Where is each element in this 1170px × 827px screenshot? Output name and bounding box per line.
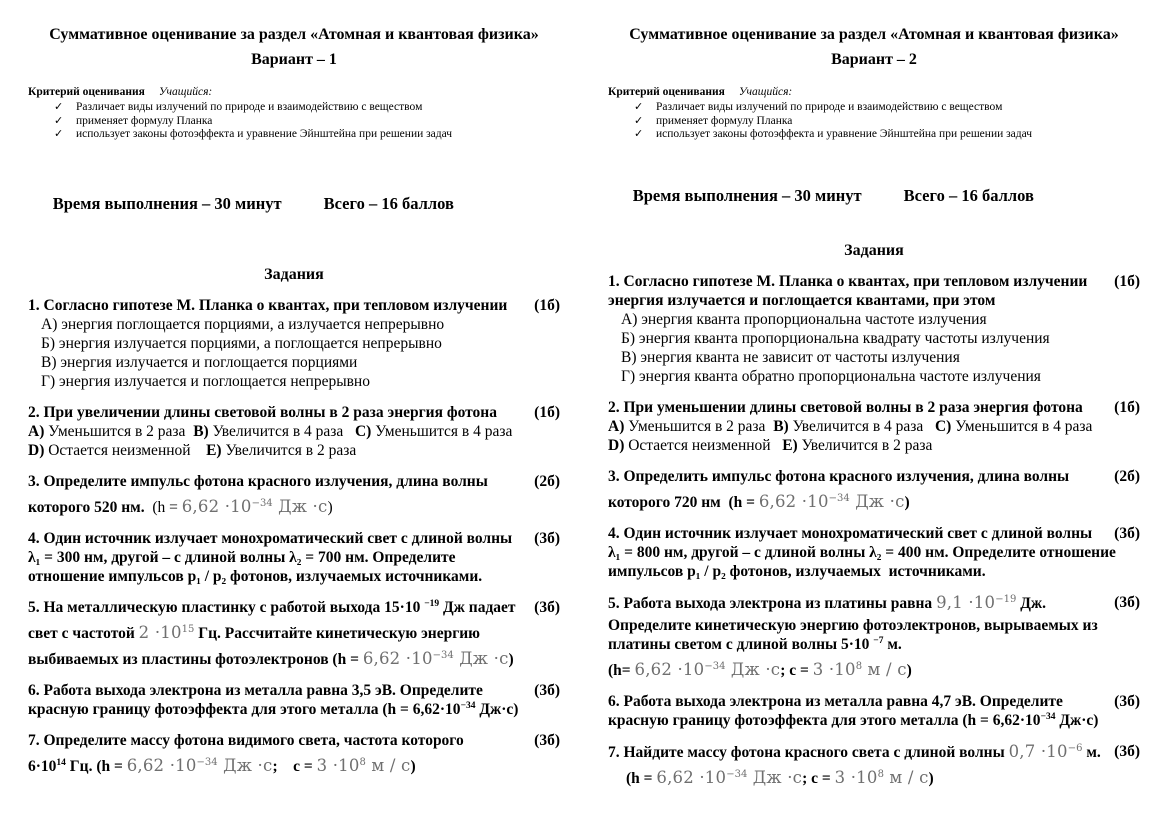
task (608, 593, 1140, 680)
text-run: Увеличится в 4 раза (792, 417, 935, 435)
text-run: Уменьшится в 2 раза (628, 417, 774, 435)
criteria-header (608, 85, 1140, 99)
text-run: Гц. Рассчитайте кинетическую энергию (194, 624, 481, 642)
text-run: 6. Работа выхода электрона из металла равна 4,7 эВ. Определите (608, 692, 1063, 710)
text-run: 4. Один источник излучает монохроматический свет с длиной волны (28, 529, 513, 547)
text-run: E) (206, 441, 226, 459)
tasks-heading: Задания (264, 265, 324, 283)
task (608, 524, 1140, 581)
text-run: −34 (196, 756, 218, 768)
text-run: С) (934, 417, 956, 435)
task (28, 731, 560, 776)
text-run: 14 (56, 757, 66, 768)
text-run: выбиваемых из пластины фотоэлектронов (h = (28, 650, 363, 668)
task (28, 681, 560, 719)
task-line (608, 492, 1140, 512)
task-line (28, 372, 560, 391)
text-run: м / с (365, 755, 411, 775)
text-run: В) энергия излучается и поглощается порциями (41, 353, 358, 371)
task-line (28, 529, 560, 548)
task (28, 529, 560, 586)
text-run: Остается неизменной (48, 441, 207, 459)
text-run: B) (773, 417, 793, 435)
text-run: импульсов p₁ / p₂ фотонов, излучаемых источниками. (608, 562, 986, 580)
text-run: Дж·с) (1055, 711, 1099, 729)
time-label: Время выполнения – 30 минут (632, 185, 862, 205)
text-run: ) (327, 498, 333, 516)
task-line (28, 681, 560, 700)
task-line (608, 660, 1140, 680)
task-line (608, 543, 1140, 562)
task (28, 472, 560, 517)
criteria-item (634, 115, 1140, 129)
text-run: −6 (1067, 742, 1083, 754)
text-run: м / с (883, 767, 929, 787)
text-run: энергия излучается и поглощается квантами, при этом (608, 291, 996, 309)
task-points: (3б) (1114, 524, 1140, 542)
variant-label: Вариант – 1 (251, 51, 337, 68)
checkmark-icon: ✓ (634, 101, 644, 113)
criteria-list (608, 101, 1140, 142)
task-line (28, 756, 560, 776)
text-run: 2 ·10 (138, 622, 182, 642)
text-run: м. (1082, 743, 1101, 761)
criteria-item (634, 128, 1140, 142)
text-run: Дж ·с (217, 755, 273, 775)
text-run: 2. При увеличении длины световой волны в 2 раза энергия фотона (28, 403, 497, 421)
task-points: (1б) (534, 296, 560, 314)
text-run: Г) энергия кванта обратно пропорциональна частоте излучения (621, 367, 1041, 385)
text-run: ; c = (802, 769, 835, 787)
task-line (608, 329, 1140, 348)
task-line (28, 296, 560, 315)
task-line (608, 593, 1140, 613)
task-line (28, 731, 560, 750)
text-run: 3. Определить импульс фотона красного излучения, длина волны (608, 467, 1070, 485)
text-run: (h = (152, 498, 182, 516)
text-run: Увеличится в 2 раза (801, 436, 933, 454)
text-run: −34 (828, 492, 850, 504)
text-run: 0,7 ·10 (1008, 741, 1068, 761)
task-line (28, 497, 560, 517)
text-run: ) (928, 769, 934, 787)
text-run: 6,62 ·10 (126, 755, 197, 775)
text-run: Дж·с) (475, 700, 519, 718)
text-run: Дж падает (439, 598, 516, 616)
text-run: 1. Согласно гипотезе М. Планка о квантах, при тепловом излучении (28, 296, 508, 314)
criteria-label: Критерий оценивания (608, 86, 725, 98)
text-run: А) энергия кванта пропорциональна частоте излучения (621, 310, 987, 328)
task-line (28, 649, 560, 669)
section-title: Суммативное оценивание за раздел «Атомная и квантовая физика» (629, 26, 1119, 43)
task-line (28, 441, 560, 460)
text-run: 9,1 ·10 (936, 592, 996, 612)
task-line (608, 467, 1140, 486)
criteria-label: Критерий оценивания (28, 86, 145, 98)
task-points: (3б) (534, 529, 560, 547)
task-line (608, 367, 1140, 386)
task-line (28, 472, 560, 491)
text-run: А) энергия поглощается порциями, а излучается непрерывно (41, 315, 445, 333)
text-run: Определите кинетическую энергию фотоэлектронов, вырываемых из (608, 616, 1098, 634)
task-line (28, 548, 560, 567)
task-line (28, 422, 560, 441)
task-points: (1б) (534, 403, 560, 421)
text-run: Уменьшится в 4 раза (955, 417, 1093, 435)
task (608, 398, 1140, 455)
text-run: 1. Согласно гипотезе М. Планка о квантах, при тепловом излучении (608, 272, 1088, 290)
text-run: Дж ·с (747, 767, 803, 787)
text-run: ) (508, 650, 514, 668)
task-line (608, 742, 1140, 762)
task-points: (2б) (534, 472, 560, 490)
task-line (608, 692, 1140, 711)
task-points: (3б) (534, 681, 560, 699)
task-line (28, 567, 560, 586)
text-run: Дж ·с (849, 491, 905, 511)
text-run: которого 520 нм. (28, 498, 153, 516)
checkmark-icon: ✓ (54, 114, 64, 127)
text-run: А) (608, 417, 629, 435)
text-run: м. (883, 635, 902, 653)
text-run: 5. Работа выхода электрона из платины равна (608, 594, 937, 612)
text-run: λ₁ = 800 нм, другой – с длиной волны λ₂ = 400 нм. Определите отношение (608, 543, 1116, 561)
criteria-student-label: Учащийся: (158, 86, 213, 98)
text-run: −34 (432, 649, 454, 661)
text-run: красную границу фотоэффекта для этого металла (h = 6,62·10 (608, 711, 1041, 729)
task (608, 467, 1140, 512)
task-points: (3б) (534, 731, 560, 749)
text-run: Дж. (1016, 594, 1046, 612)
text-run: −19 (424, 598, 440, 609)
text-run: B) (193, 422, 213, 440)
time-label: Время выполнения – 30 минут (52, 193, 282, 213)
text-run: ) (904, 493, 910, 511)
text-run: Б) энергия излучается порциями, а поглощается непрерывно (41, 334, 442, 352)
checkmark-icon: ✓ (54, 128, 64, 140)
task-points: (1б) (1114, 272, 1140, 290)
text-run: D) (28, 441, 49, 459)
task-line (28, 403, 560, 422)
text-run: D) (608, 436, 629, 454)
text-run: E) (782, 436, 802, 454)
task-line (28, 353, 560, 372)
text-run: ; c = (780, 661, 813, 679)
text-run: 8 (855, 660, 863, 672)
task-line (28, 623, 560, 643)
text-run: 6,62 ·10 (758, 491, 829, 511)
task-line (608, 711, 1140, 730)
criteria-text: Различает виды излучений по природе и взаимодействию с веществом (76, 101, 423, 113)
text-run: 15 (181, 623, 195, 635)
text-run: −34 (704, 660, 726, 672)
text-run: Остается неизменной (628, 436, 783, 454)
text-run: Б) энергия кванта пропорциональна квадрату частоты излучения (621, 329, 1050, 347)
criteria-item (54, 128, 560, 142)
criteria-header (28, 85, 560, 99)
criteria-text: Различает виды излучений по природе и взаимодействию с веществом (656, 101, 1003, 113)
task-points: (3б) (1114, 692, 1140, 710)
task-line (608, 348, 1140, 367)
text-run: С) (354, 422, 376, 440)
task (28, 296, 560, 391)
text-run: −34 (1040, 711, 1056, 722)
criteria-text: использует законы фотоэффекта и уравнение Эйнштейна при решении задач (656, 128, 1033, 140)
task-line (608, 291, 1140, 310)
text-run: м / с (862, 659, 907, 679)
text-run: Дж ·с (272, 496, 328, 516)
text-run: 6·10 (28, 757, 57, 775)
column-variant-2 (608, 22, 1140, 791)
text-run: 3 ·10 (812, 659, 856, 679)
text-run: отношение импульсов p₁ / p₂ фотонов, излучаемых источниками. (28, 567, 483, 585)
text-run: Уменьшится в 4 раза (375, 422, 513, 440)
text-run: Дж ·с (453, 648, 509, 668)
criteria-item (54, 101, 560, 115)
task-line (28, 334, 560, 353)
checkmark-icon: ✓ (54, 101, 64, 113)
text-run: Г) энергия излучается и поглощается непрерывно (41, 372, 370, 390)
text-run: Гц. (h = (65, 757, 127, 775)
text-run: λ₁ = 300 нм, другой – с длиной волны λ₂ = 700 нм. Определите (28, 548, 456, 566)
task-line (28, 598, 560, 617)
text-run: (h = (626, 769, 657, 787)
checkmark-icon: ✓ (634, 128, 644, 140)
task-line (608, 768, 1140, 788)
text-run: −34 (460, 700, 476, 711)
criteria-text: применяет формулу Планка (656, 114, 793, 127)
meta-line (608, 166, 1140, 226)
text-run: свет с частотой (28, 624, 139, 642)
task (608, 692, 1140, 730)
task-line (608, 616, 1140, 635)
text-run: 3 ·10 (834, 767, 878, 787)
text-run: 7. Определите массу фотона видимого света, частота которого (28, 731, 464, 749)
text-run: 7. Найдите массу фотона красного света с длиной волны (608, 743, 1009, 761)
text-run: А) (28, 422, 49, 440)
section-title: Суммативное оценивание за раздел «Атомная и квантовая физика» (49, 26, 539, 43)
criteria-item (54, 115, 560, 129)
total-points-label: Всего – 16 баллов (903, 185, 1034, 205)
text-run: 6. Работа выхода электрона из металла равна 3,5 эВ. Определите (28, 681, 483, 699)
tasks-list (28, 296, 560, 776)
text-run: 8 (359, 756, 366, 768)
criteria-text: применяет формулу Планка (76, 114, 213, 127)
text-run: 8 (877, 768, 884, 780)
task (28, 598, 560, 669)
task (608, 742, 1140, 788)
variant-label: Вариант – 2 (831, 51, 917, 68)
task-line (608, 398, 1140, 417)
text-run: 6,62 ·10 (362, 648, 433, 668)
criteria-list (28, 101, 560, 142)
task-line (608, 272, 1140, 291)
task-line (608, 562, 1140, 581)
task-line (28, 315, 560, 334)
criteria-student-label: Учащийся: (738, 86, 793, 98)
total-points-label: Всего – 16 баллов (323, 193, 454, 213)
criteria-item (634, 101, 1140, 115)
tasks-heading: Задания (844, 241, 904, 259)
text-run: ) (410, 757, 416, 775)
checkmark-icon: ✓ (634, 114, 644, 127)
task (28, 403, 560, 460)
meta-line (28, 174, 560, 234)
task-points: (3б) (1114, 593, 1140, 611)
text-run: Увеличится в 4 раза (212, 422, 355, 440)
text-run: (h= (608, 661, 635, 679)
text-run: 4. Один источник излучает монохроматический свет с длиной волны (608, 524, 1093, 542)
task-line (28, 700, 560, 719)
text-run: 6,62 ·10 (656, 767, 727, 787)
text-run: −7 (873, 635, 884, 646)
text-run: 5. На металлическую пластинку с работой выхода 15·10 (28, 598, 425, 616)
text-run: 6,62 ·10 (634, 659, 705, 679)
task-points: (1б) (1114, 398, 1140, 416)
text-run: которого 720 нм (h = (608, 493, 759, 511)
text-run: −19 (995, 593, 1017, 605)
text-run: Увеличится в 2 раза (225, 441, 357, 459)
text-run: В) энергия кванта не зависит от частоты излучения (621, 348, 960, 366)
text-run: −34 (251, 497, 273, 509)
text-run: Дж ·с (725, 659, 781, 679)
text-run: 2. При уменьшении длины световой волны в 2 раза энергия фотона (608, 398, 1083, 416)
task-line (608, 524, 1140, 543)
criteria-text: использует законы фотоэффекта и уравнение Эйнштейна при решении задач (76, 128, 453, 140)
tasks-list (608, 272, 1140, 788)
task-line (608, 635, 1140, 654)
task-points: (3б) (1114, 742, 1140, 760)
task-points: (2б) (1114, 467, 1140, 485)
column-variant-1 (28, 22, 560, 791)
text-run: 3. Определите импульс фотона красного излучения, длина волны (28, 472, 488, 490)
text-run: 3 ·10 (316, 755, 360, 775)
text-run: ) (906, 661, 912, 679)
text-run: красную границу фотоэффекта для этого металла (h = 6,62·10 (28, 700, 461, 718)
text-run: Уменьшится в 2 раза (48, 422, 194, 440)
task-line (608, 310, 1140, 329)
text-run: 6,62 ·10 (181, 496, 252, 516)
text-run: −34 (726, 768, 748, 780)
task (608, 272, 1140, 386)
task-points: (3б) (534, 598, 560, 616)
task-line (608, 417, 1140, 436)
text-run: платины светом с длиной волны 5·10 (608, 635, 874, 653)
text-run: ; c = (272, 757, 317, 775)
task-line (608, 436, 1140, 455)
